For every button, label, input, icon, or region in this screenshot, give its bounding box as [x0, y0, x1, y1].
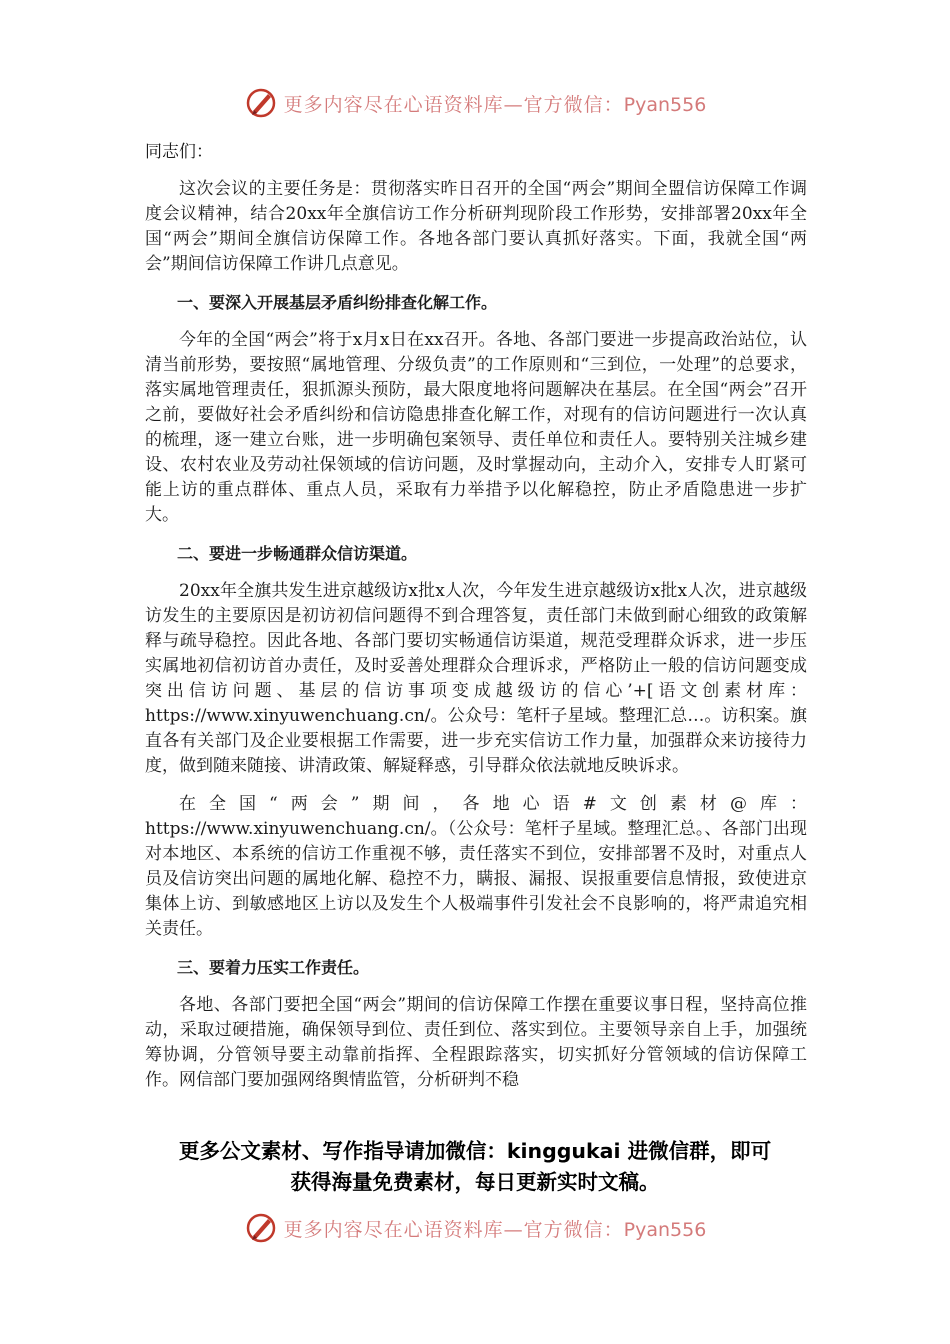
section-heading-1: 一、要深入开展基层矛盾纠纷排查化解工作。: [177, 293, 498, 312]
header-banner-content: [244, 86, 707, 120]
section-2-paragraph-2: 在全国“两会”期间，各地心语#文创素材@库：https://www.xinyuwenchuang.cn/。（公众号：笔杆子星域。整理汇总。、各部门出现对本地区、本系统的信访工作重视不够，责任落实不到位，安排部署不及时，对重点人员及信访突出问题的属地化解、稳控不力，瞒报、漏报、误报重要信息情报，致使进京集体上访、到敏感地区上访以及发生个人极端事件引发社会不良影响的，将严肃追究相关责任。: [145, 794, 807, 939]
wechat-id: Pyan556: [623, 93, 707, 116]
pen-logo-icon: [244, 86, 278, 120]
promo-line-2: 获得海量免费素材，每日更新实时文稿。: [290, 1170, 660, 1194]
pen-logo-icon: [244, 1211, 278, 1245]
section-1-paragraph: 今年的全国“两会”将于x月x日在xx召开。各地、各部门要进一步提高政治站位，认清当前形势，要按照“属地管理、分级负责”的工作原则和“三到位，一处理”的总要求，落实属地管理责任，狠抓源头预防，最大限度地将问题解决在基层。在全国“两会”召开之前，要做好社会矛盾纠纷和信访隐患排查化解工作，对现有的信访问题进行一次认真的梳理，逐一建立台账，进一步明确包案领导、责任单位和责任人。要特别关注城乡建设、农村农业及劳动社保领域的信访问题，及时掌握动向，主动介入，安排专人盯紧可能上访的重点群体、重点人员，采取有力举措予以化解稳控，防止矛盾隐患进一步扩大。: [145, 330, 807, 525]
section-heading-2: 二、要进一步畅通群众信访渠道。: [177, 544, 418, 563]
section-3-paragraph: 各地、各部门要把全国“两会”期间的信访保障工作摆在重要议事日程，坚持高位推动，采取过硬措施，确保领导到位、责任到位、落实到位。主要领导亲自上手，加强统筹协调，分管领导要主动靠前指挥、全程跟踪落实，切实抓好分管领域的信访保障工作。网信部门要加强网络舆情监管，分析研判不稳: [145, 995, 807, 1090]
document-body: [145, 140, 807, 1106]
header-banner-text: 更多内容尽在心语资料库—官方微信：Pyan556: [283, 93, 707, 116]
intro-paragraph: 这次会议的主要任务是：贯彻落实昨日召开的全国“两会”期间全盟信访保障工作调度会议精神，结合20xx年全旗信访工作分析研判现阶段工作形势，安排部署20xx年全国“两会”期间全旗信访保障工作。各地各部门要认真抓好落实。下面，我就全国“两会”期间信访保障工作讲几点意见。: [145, 179, 807, 274]
section-2-paragraph: 20xx年全旗共发生进京越级访x批x人次，今年发生进京越级访x批x人次，进京越级访发生的主要原因是初访初信问题得不到合理答复，责任部门未做到耐心细致的政策解释与疏导稳控。因此各地、各部门要切实畅通信访渠道，规范受理群众诉求，进一步压实属地初信初访首办责任，及时妥善处理群众合理诉求，严格防止一般的信访问题变成突出信访问题、基层的信访事项变成越级访的信心’+[语文创素材库：https://www.xinyuwenchuang.cn/。公众号：笔杆子星域。整理汇总…。访积案。旗直各有关部门及企业要根据工作需要，进一步充实信访工作力量，加强群众来访接待力度，做到随来随接、讲清政策、解疑释惑，引导群众依法就地反映诉求。: [145, 581, 807, 776]
footer-banner: [0, 1208, 950, 1248]
footer-banner-text: 更多内容尽在心语资料库—官方微信：Pyan556: [283, 1218, 707, 1241]
footer-banner-content: [244, 1211, 707, 1245]
salutation: 同志们：: [145, 142, 213, 162]
wechat-id: Pyan556: [623, 1218, 707, 1241]
header-banner: [0, 84, 950, 122]
section-heading-3: 三、要着力压实工作责任。: [177, 958, 370, 977]
promo-notice: [130, 1136, 820, 1198]
promo-line-1: 更多公文素材、写作指导请加微信：kinggukai 进微信群，即可: [178, 1139, 772, 1163]
